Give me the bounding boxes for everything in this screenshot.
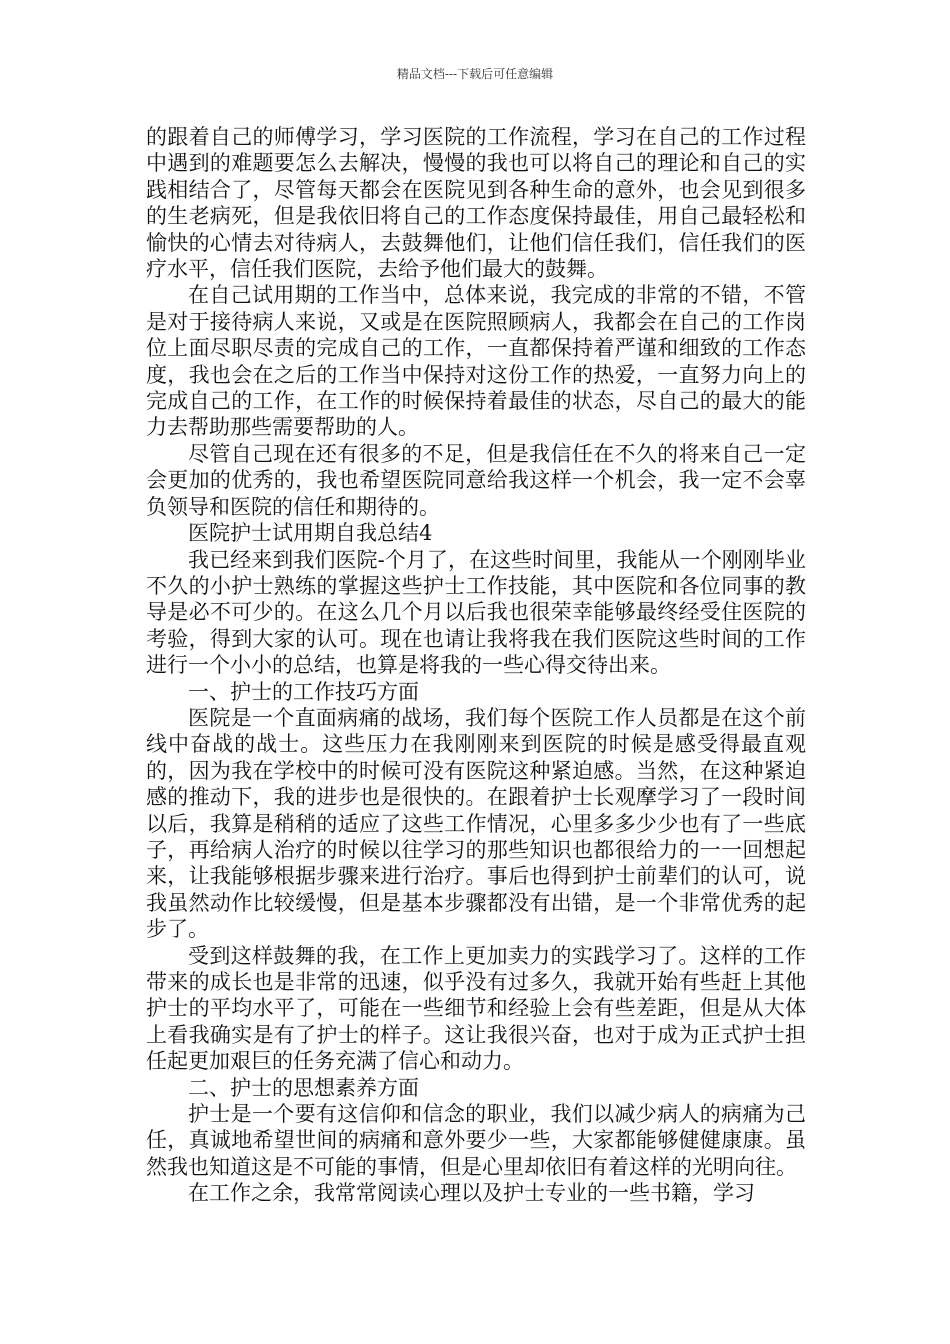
paragraph: 医院护士试用期自我总结4: [188, 521, 433, 546]
paragraph: 受到这样鼓舞的我，在工作上更加卖力的实践学习了。这样的工作带来的成长也是非常的迅速，似乎没有过多久，我就开始有些赶上其他护士的平均水平了，可能在一些细节和经验上会有些差距，但是从大体上看我确实是有了护士的样子。这让我很兴奋，也对于成为正式护士担任起更加艰巨的任务充满了信心和动力。: [146, 943, 806, 1074]
page-header: 精品文档---下载后可任意编辑: [396, 67, 554, 81]
paragraph: 尽管自己现在还有很多的不足，但是我信任在不久的将来自己一定会更加的优秀的，我也希望医院同意给我这样一个机会，我一定不会辜负领导和医院的信任和期待的。: [146, 441, 806, 519]
paragraph: 在工作之余，我常常阅读心理以及护士专业的一些书籍，学习: [188, 1181, 755, 1206]
document-body: [146, 124, 806, 1207]
paragraph: 一、护士的工作技巧方面: [188, 679, 419, 704]
paragraph: 护士是一个要有这信仰和信念的职业，我们以减少病人的病痛为己任，真诚地希望世间的病痛和意外要少一些，大家都能够健健康康。虽然我也知道这是不可能的事情，但是心里却依旧有着这样的光明向往。: [146, 1102, 806, 1179]
paragraph: 二、护士的思想素养方面: [188, 1075, 419, 1100]
paragraph: 我已经来到我们医院-个月了，在这些时间里，我能从一个刚刚毕业不久的小护士熟练的掌握这些护士工作技能，其中医院和各位同事的教导是必不可少的。在这么几个月以后我也很荣幸能够最终经受住医院的考验，得到大家的认可。现在也请让我将我在我们医院这些时间的工作进行一个小小的总结，也算是将我的一些心得交待出来。: [146, 547, 806, 678]
paragraph: 医院是一个直面病痛的战场，我们每个医院工作人员都是在这个前线中奋战的战士。这些压力在我刚刚来到医院的时候是感受得最直观的，因为我在学校中的时候可没有医院这种紧迫感。当然，在这种紧迫感的推动下，我的进步也是很快的。在跟着护士长观摩学习了一段时间以后，我算是稍稍的适应了这些工作情况，心里多多少少也有了一些底子，再给病人治疗的时候以往学习的那些知识也都很给力的一一回想起来，让我能够根据步骤来进行治疗。事后也得到护士前辈们的认可，说我虽然动作比较缓慢，但是基本步骤都没有出错，是一个非常优秀的起步了。: [146, 705, 806, 942]
paragraph: 在自己试用期的工作当中，总体来说，我完成的非常的不错，不管是对于接待病人来说，又或是在医院照顾病人，我都会在自己的工作岗位上面尽职尽责的完成自己的工作，一直都保持着严谨和细致的工作态度，我也会在之后的工作当中保持对这份工作的热爱，一直努力向上的完成自己的工作，在工作的时候保持着最佳的状态，尽自己的最大的能力去帮助那些需要帮助的人。: [146, 283, 806, 440]
paragraph: 的跟着自己的师傅学习，学习医院的工作流程，学习在自己的工作过程中遇到的难题要怎么去解决，慢慢的我也可以将自己的理论和自己的实践相结合了，尽管每天都会在医院见到各种生命的意外，也会见到很多的生老病死，但是我依旧将自己的工作态度保持最佳，用自己最轻松和愉快的心情去对待病人，去鼓舞他们，让他们信任我们，信任我们的医疗水平，信任我们医院，去给予他们最大的鼓舞。: [146, 125, 806, 282]
